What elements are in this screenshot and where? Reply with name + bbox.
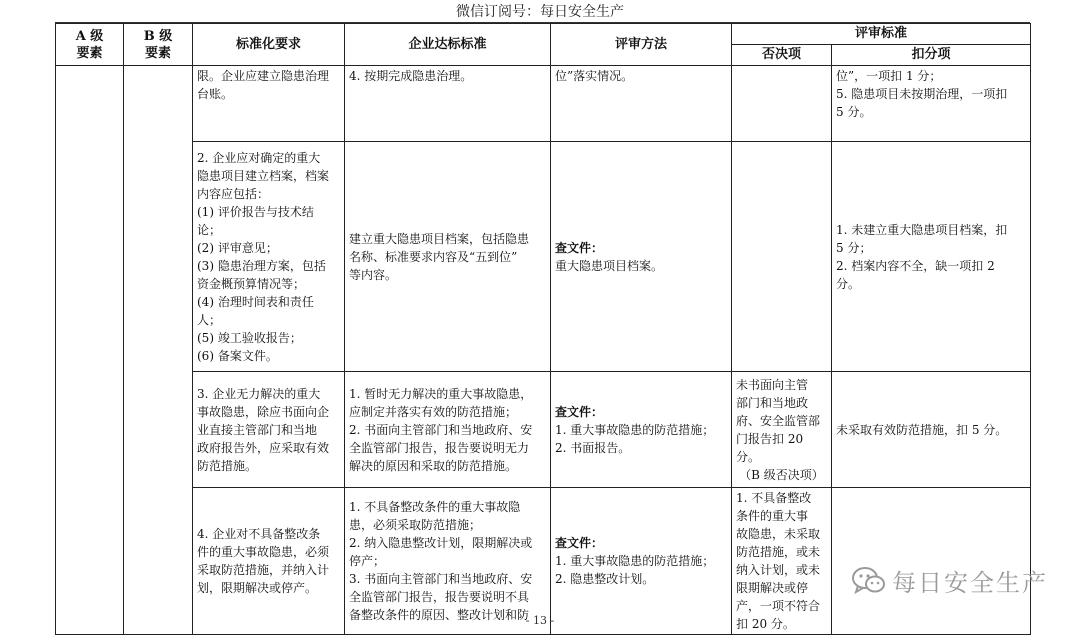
text-line: 分。 bbox=[736, 449, 761, 464]
cell-enterprise-standard bbox=[345, 142, 551, 372]
text-line: 位”，一项扣 1 分； bbox=[836, 69, 942, 83]
text-line: 人； bbox=[197, 312, 222, 327]
text-line: 4. 企业对不具备整改条 bbox=[197, 527, 321, 541]
text-line: 未书面向主管 bbox=[736, 377, 809, 392]
cell-veto bbox=[732, 372, 832, 488]
text-line: 应制定并落实有效的防范措施； bbox=[349, 404, 518, 419]
review-method-lines bbox=[555, 421, 727, 457]
text-line: 资金概预算情况等； bbox=[197, 276, 306, 291]
standards-table bbox=[55, 23, 1031, 635]
cell-deduction bbox=[832, 488, 1031, 635]
text-line: 未采取有效防范措施，扣 5 分。 bbox=[836, 422, 1008, 437]
text-line: 1. 暂时无力解决的重大事故隐患， bbox=[349, 386, 533, 401]
text-line: 患，必须采取防范措施； bbox=[349, 518, 482, 532]
cell-deduction bbox=[832, 66, 1031, 142]
text-line: 1. 不具备整改条件的重大事故隐 bbox=[349, 500, 521, 514]
cell-requirement bbox=[193, 372, 345, 488]
text-line: 产，一项不符合 bbox=[736, 599, 821, 613]
text-line: 限期解决或停 bbox=[736, 581, 809, 595]
text-line: 内容应包括： bbox=[197, 186, 270, 201]
header-veto: 否决项 bbox=[732, 45, 832, 66]
header-a-element: A 级 要素 bbox=[56, 24, 124, 66]
text-line: 5. 隐患项目未按期治理，一项扣 bbox=[836, 87, 1008, 101]
cell-requirement bbox=[193, 488, 345, 635]
text-line: 名称、标准要求内容及“五到位” bbox=[349, 249, 518, 264]
cell-review-method bbox=[551, 488, 732, 635]
text-line: 5 分； bbox=[836, 240, 872, 255]
text-line: 业直接主管部门和当地 bbox=[197, 422, 318, 437]
header-requirement: 标准化要求 bbox=[193, 24, 345, 66]
text-line: 扣 20 分。 bbox=[736, 617, 795, 631]
cell-requirement bbox=[193, 66, 345, 142]
text-line: 3. 书面向主管部门和当地政府、安 bbox=[349, 572, 533, 586]
text-line: 位”落实情况。 bbox=[555, 69, 634, 83]
text-line: 备整改条件的原因、整改计划和防 bbox=[349, 608, 530, 622]
text-line: 府、安全监管部 bbox=[736, 413, 821, 428]
text-line: 门报告扣 20 bbox=[736, 431, 804, 446]
text-line: 1. 重大事故隐患的防范措施； bbox=[555, 554, 715, 568]
table-row bbox=[56, 372, 1031, 488]
text-line: 论； bbox=[197, 222, 222, 237]
header-review-criteria: 评审标准 bbox=[732, 24, 1031, 45]
text-line: 4. 按期完成隐患治理。 bbox=[349, 69, 473, 83]
cell-veto bbox=[732, 66, 832, 142]
header-review-method: 评审方法 bbox=[551, 24, 732, 66]
review-method-label: 查文件： bbox=[555, 536, 604, 550]
review-method-label: 查文件： bbox=[555, 240, 604, 255]
wechat-icon bbox=[852, 566, 886, 596]
text-line: 停产； bbox=[349, 554, 386, 568]
header-b-element: B 级 要素 bbox=[124, 24, 193, 66]
page-number: - 13 - bbox=[525, 614, 555, 627]
text-line: (2) 评审意见； bbox=[197, 240, 278, 255]
text-line: 全监管部门报告，报告要说明无力 bbox=[349, 440, 530, 455]
table-row bbox=[56, 142, 1031, 372]
text-line: 故隐患，未采取 bbox=[736, 527, 821, 541]
cell-enterprise-standard bbox=[345, 488, 551, 635]
text-line: 2. 纳入隐患整改计划，限期解决或 bbox=[349, 536, 533, 550]
text-line: 采取防范措施，并纳入计 bbox=[197, 563, 330, 577]
text-line: 2. 书面向主管部门和当地政府、安 bbox=[349, 422, 533, 437]
page-header: 微信订阅号：每日安全生产 bbox=[456, 4, 624, 20]
text-line: 防范措施。 bbox=[197, 458, 258, 473]
cell-veto bbox=[732, 142, 832, 372]
text-line: 件的重大事故隐患，必须 bbox=[197, 545, 330, 559]
text-line: 部门和当地政 bbox=[736, 395, 809, 410]
text-line: (1) 评价报告与技术结 bbox=[197, 204, 314, 219]
text-line: 重大隐患项目档案。 bbox=[555, 258, 664, 273]
cell-deduction bbox=[832, 142, 1031, 372]
text-line: 5 分。 bbox=[836, 105, 872, 119]
review-method-label: 查文件： bbox=[555, 404, 604, 419]
cell-review-method bbox=[551, 66, 732, 142]
text-line: (3) 隐患治理方案，包括 bbox=[197, 258, 326, 273]
cell-enterprise-standard bbox=[345, 66, 551, 142]
text-line: (4) 治理时间表和责任 bbox=[197, 294, 314, 309]
text-line: (6) 备案文件。 bbox=[197, 348, 278, 363]
text-line: 1. 重大事故隐患的防范措施； bbox=[555, 422, 715, 437]
text-line: 建立重大隐患项目档案，包括隐患 bbox=[349, 231, 530, 246]
text-line: 政府报告外，应采取有效 bbox=[197, 440, 330, 455]
text-line: 全监管部门报告，报告要说明不具 bbox=[349, 590, 530, 604]
text-line: 2. 企业应对确定的重大 bbox=[197, 150, 321, 165]
text-line: 3. 企业无力解决的重大 bbox=[197, 386, 321, 401]
text-line: 1. 未建立重大隐患项目档案，扣 bbox=[836, 222, 1008, 237]
veto-note: （B 级否决项） bbox=[739, 467, 824, 482]
watermark-text: 每日安全生产 bbox=[892, 569, 1048, 597]
text-line: 划，限期解决或停产。 bbox=[197, 581, 318, 595]
cell-review-method bbox=[551, 372, 732, 488]
cell-review-method bbox=[551, 142, 732, 372]
text-line: 事故隐患，除应书面向企 bbox=[197, 404, 330, 419]
cell-requirement bbox=[193, 142, 345, 372]
text-line: 纳入计划，或未 bbox=[736, 563, 821, 577]
watermark bbox=[852, 563, 1048, 598]
veto-lines bbox=[736, 376, 827, 466]
text-line: 隐患项目建立档案，档案 bbox=[197, 168, 330, 183]
text-line: 1. 不具备整改 bbox=[736, 491, 812, 505]
review-method-lines bbox=[555, 257, 727, 275]
table-row bbox=[56, 66, 1031, 142]
cell-a-element bbox=[56, 66, 124, 635]
cell-deduction bbox=[832, 372, 1031, 488]
text-line: 防范措施，或未 bbox=[736, 545, 821, 559]
text-line: (5) 竣工验收报告； bbox=[197, 330, 302, 345]
text-line: 分。 bbox=[836, 276, 861, 291]
cell-b-element bbox=[124, 66, 193, 635]
text-line: 2. 档案内容不全，缺一项扣 2 bbox=[836, 258, 995, 273]
cell-veto bbox=[732, 488, 832, 635]
text-line: 台账。 bbox=[197, 87, 234, 101]
text-line: 条件的重大事 bbox=[736, 509, 809, 523]
text-line: 解决的原因和采取的防范措施。 bbox=[349, 458, 518, 473]
table-row bbox=[56, 488, 1031, 635]
text-line: 2. 隐患整改计划。 bbox=[555, 572, 655, 586]
header-deduction: 扣分项 bbox=[832, 45, 1031, 66]
text-line: 2. 书面报告。 bbox=[555, 440, 631, 455]
text-line: 等内容。 bbox=[349, 267, 398, 282]
header-enterprise-standard: 企业达标标准 bbox=[345, 24, 551, 66]
text-line: 限。企业应建立隐患治理 bbox=[197, 69, 330, 83]
cell-enterprise-standard bbox=[345, 372, 551, 488]
review-method-lines bbox=[555, 552, 727, 588]
